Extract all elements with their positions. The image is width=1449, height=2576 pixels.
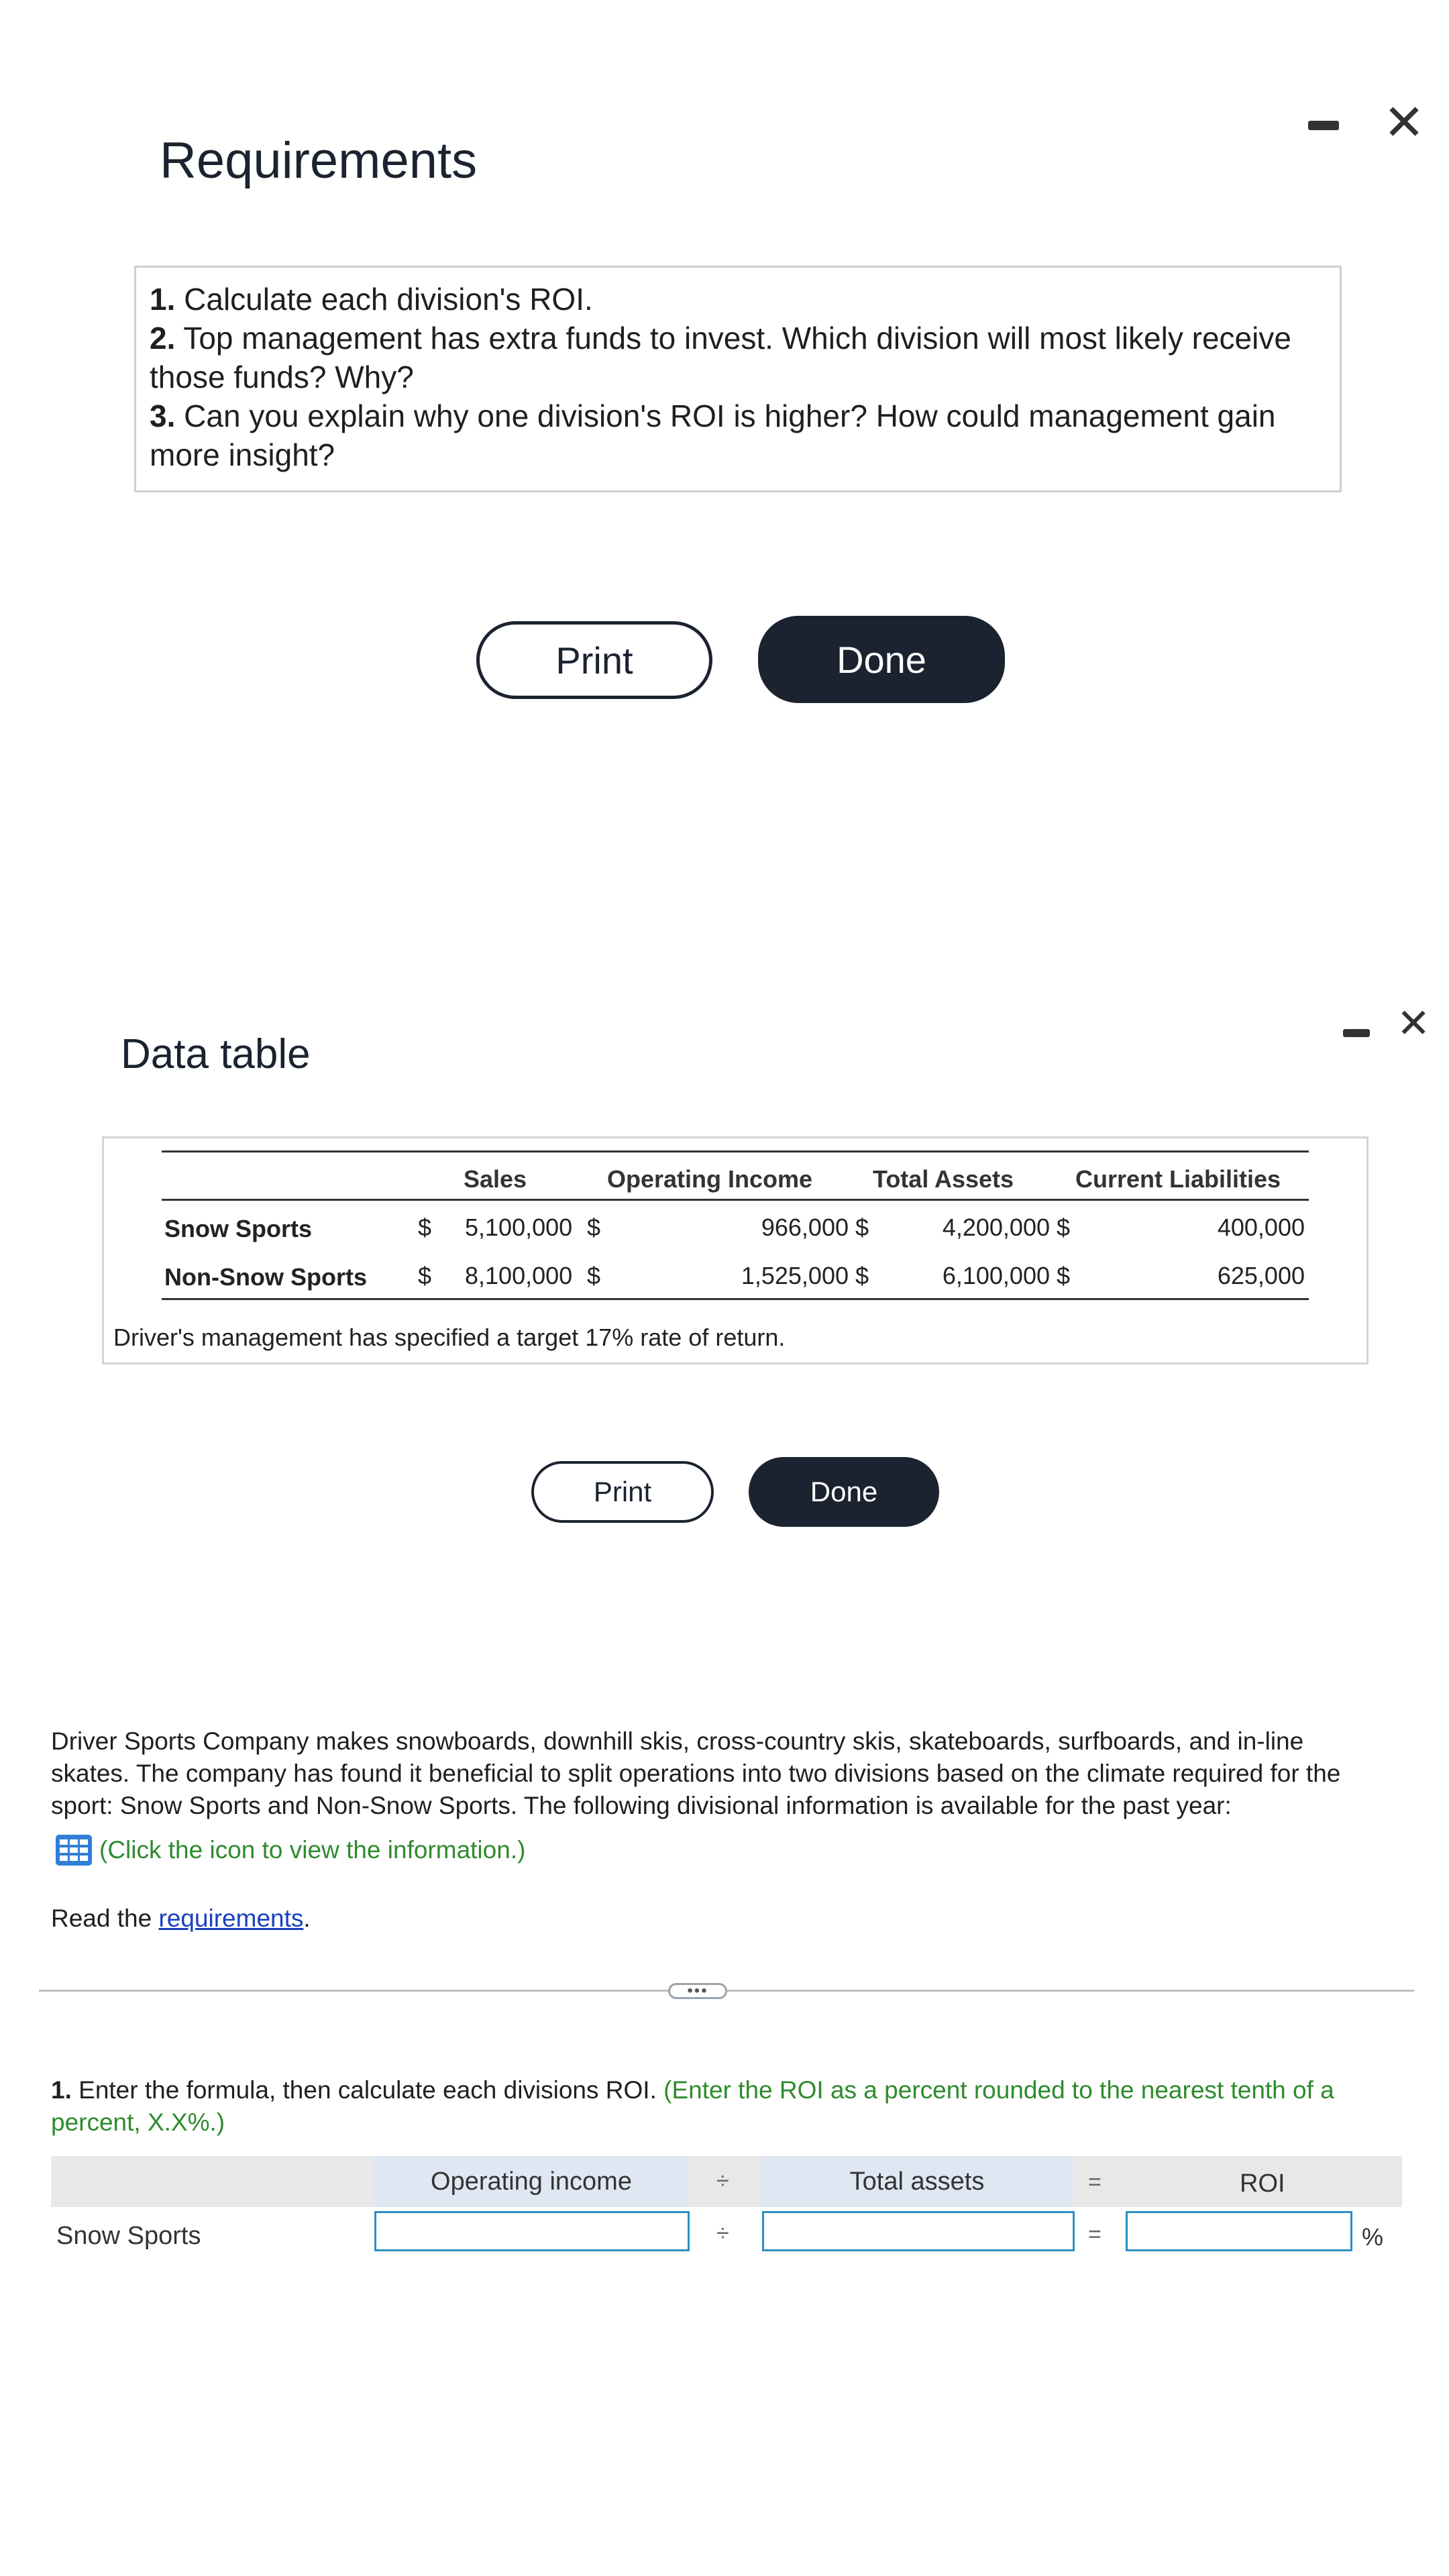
row2-cl-currency: $ bbox=[1057, 1262, 1071, 1289]
requirements-title: Requirements bbox=[160, 132, 478, 189]
requirements-box bbox=[134, 266, 1342, 492]
percent-sign: % bbox=[1362, 2223, 1384, 2251]
problem-statement: Driver Sports Company makes snowboards, downhill skis, cross-country skis, skateboards, surfboards, and in-line skates. The company has found it beneficial to split operations into two divisions based on the climate required for the sport: Snow Sports and Non-Snow Sports. The following divisional information is available for the past year: bbox=[51, 1727, 1341, 1819]
datatable-close-icon[interactable]: ✕ bbox=[1397, 1001, 1431, 1046]
icon-hint[interactable]: (Click the icon to view the information.) bbox=[99, 1836, 526, 1864]
col-header-sales: Sales bbox=[464, 1165, 527, 1193]
datatable-done-button[interactable]: Done bbox=[749, 1457, 939, 1527]
row-equals: = bbox=[1088, 2222, 1102, 2247]
header-operating-income: Operating income bbox=[373, 2156, 690, 2207]
datatable-minimize-icon[interactable] bbox=[1343, 1029, 1370, 1037]
row-divide: ÷ bbox=[716, 2220, 729, 2246]
row2-total-assets: 6,100,000 bbox=[942, 1262, 1050, 1289]
requirement-1: 1. Calculate each division's ROI. bbox=[150, 282, 593, 317]
roi-input[interactable] bbox=[1126, 2211, 1352, 2251]
table-icon[interactable] bbox=[55, 1834, 93, 1866]
datatable-print-button[interactable]: Print bbox=[531, 1461, 714, 1523]
row1-total-assets: 4,200,000 bbox=[942, 1214, 1050, 1241]
row2-current-liabilities: 625,000 bbox=[1217, 1262, 1305, 1289]
read-requirements: Read the requirements. bbox=[51, 1904, 311, 1932]
total-assets-input[interactable] bbox=[762, 2211, 1075, 2251]
datatable-note: Driver's management has specified a target 17% rate of return. bbox=[113, 1324, 786, 1351]
datatable-box bbox=[102, 1136, 1368, 1364]
row1-operating-income: 966,000 bbox=[761, 1214, 849, 1241]
requirements-print-button[interactable]: Print bbox=[476, 621, 712, 699]
row-label-snow-sports: Snow Sports bbox=[164, 1215, 313, 1242]
row2-sales: 8,100,000 bbox=[465, 1262, 573, 1289]
header-total-assets: Total assets bbox=[761, 2156, 1073, 2207]
row1-ta-currency: $ bbox=[855, 1214, 869, 1241]
row2-operating-income: 1,525,000 bbox=[741, 1262, 849, 1289]
drag-handle-icon[interactable]: ••• bbox=[668, 1983, 727, 1999]
requirement-3: 3. Can you explain why one division's ROI is higher? How could management gain more insight? bbox=[150, 398, 1276, 472]
row2-ta-currency: $ bbox=[855, 1262, 869, 1289]
requirements-close-icon[interactable]: ✕ bbox=[1383, 95, 1426, 150]
question-1: 1. Enter the formula, then calculate each divisions ROI. (Enter the ROI as a percent rounded to the nearest tenth of a percent, X.X%.) bbox=[51, 2076, 1334, 2136]
operating-income-input[interactable] bbox=[374, 2211, 690, 2251]
row-label-snow-sports-formula: Snow Sports bbox=[56, 2222, 201, 2250]
requirements-done-button[interactable]: Done bbox=[758, 616, 1005, 703]
col-header-current-liabilities: Current Liabilities bbox=[1075, 1165, 1281, 1193]
datatable-title: Data table bbox=[121, 1031, 311, 1077]
row2-oi-currency: $ bbox=[587, 1262, 601, 1289]
col-header-operating-income: Operating Income bbox=[607, 1165, 813, 1193]
header-roi: ROI bbox=[1240, 2169, 1285, 2198]
table-bottom-rule bbox=[162, 1298, 1309, 1300]
table-header-rule bbox=[162, 1199, 1309, 1201]
row-label-non-snow-sports: Non-Snow Sports bbox=[164, 1263, 367, 1291]
header-divide: ÷ bbox=[716, 2168, 729, 2194]
requirement-2: 2. Top management has extra funds to invest. Which division will most likely receive those funds? Why? bbox=[150, 321, 1291, 394]
header-equals: = bbox=[1088, 2169, 1102, 2195]
requirements-minimize-icon[interactable] bbox=[1308, 121, 1339, 130]
col-header-total-assets: Total Assets bbox=[873, 1165, 1014, 1193]
table-top-rule bbox=[162, 1150, 1309, 1152]
row1-sales: 5,100,000 bbox=[465, 1214, 573, 1241]
row2-sales-currency: $ bbox=[418, 1262, 432, 1289]
row1-sales-currency: $ bbox=[418, 1214, 432, 1241]
row1-current-liabilities: 400,000 bbox=[1217, 1214, 1305, 1241]
row1-cl-currency: $ bbox=[1057, 1214, 1071, 1241]
requirements-link[interactable]: requirements bbox=[158, 1904, 304, 1932]
row1-oi-currency: $ bbox=[587, 1214, 601, 1241]
